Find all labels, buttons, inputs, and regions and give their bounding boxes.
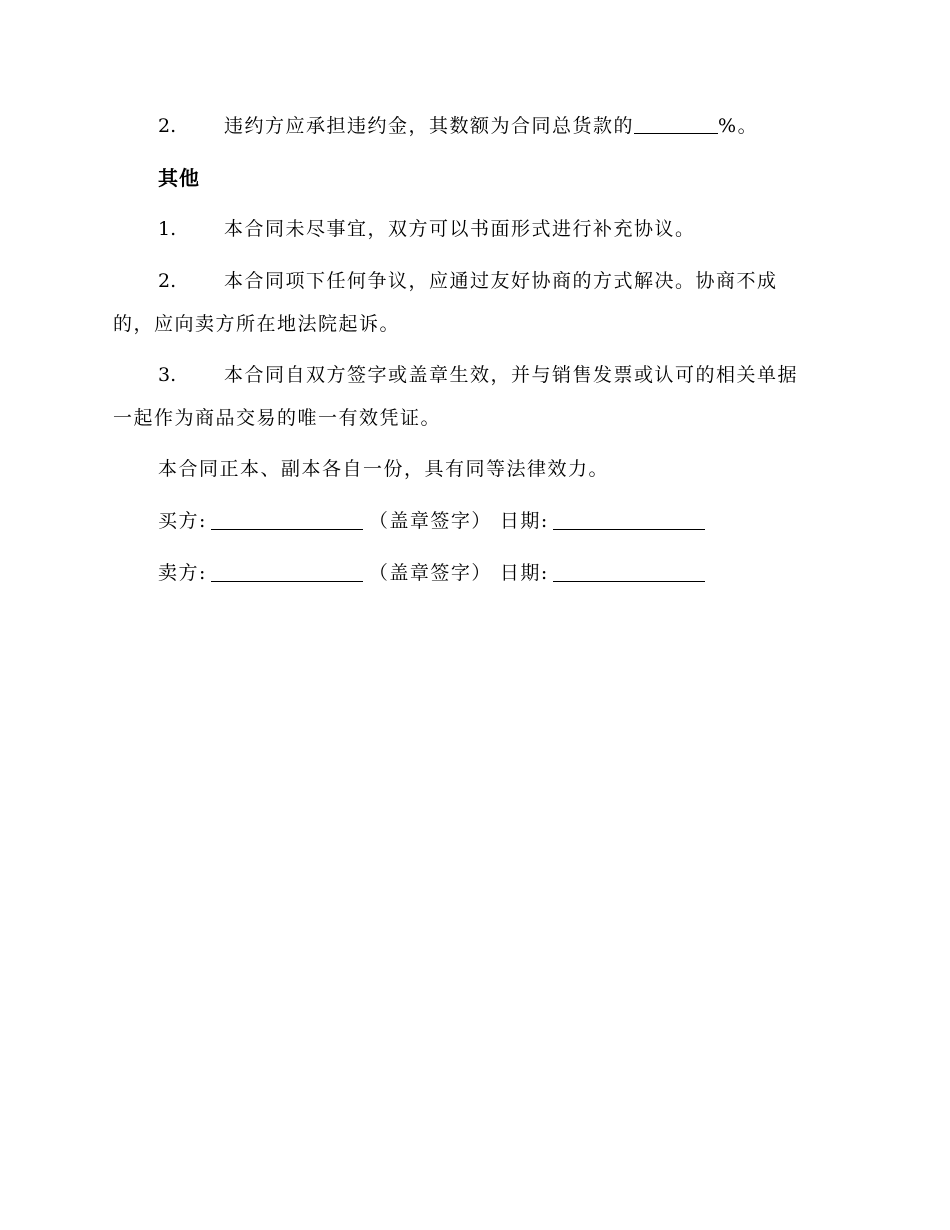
seller-signature-blank[interactable]	[211, 561, 363, 582]
buyer-label: 买方:	[158, 510, 207, 532]
clause-item	[113, 208, 833, 251]
clause-text-suffix: %。	[718, 115, 759, 137]
seller-label: 卖方:	[158, 562, 207, 584]
clause-text-line1: 本合同项下任何争议，应通过友好协商的方式解决。协商不成	[224, 270, 778, 292]
seal-note: （盖章签字）	[368, 562, 492, 584]
clause-number: 2.	[158, 270, 177, 292]
clause-text: 本合同未尽事宜，双方可以书面形式进行补充协议。	[224, 218, 696, 240]
seller-date-blank[interactable]	[553, 561, 705, 582]
clause-text-line2: 的，应向卖方所在地法院起诉。	[113, 313, 401, 335]
clause-item	[113, 260, 833, 346]
buyer-signature-row	[158, 500, 711, 543]
buyer-date-blank[interactable]	[553, 509, 705, 530]
seal-note: （盖章签字）	[368, 510, 492, 532]
copies-statement: 本合同正本、副本各自一份，具有同等法律效力。	[158, 458, 610, 480]
seller-signature-row	[158, 552, 711, 595]
clause-number: 3.	[158, 364, 177, 386]
clause-text-line2: 一起作为商品交易的唯一有效凭证。	[113, 407, 442, 429]
clause-number: 1.	[158, 218, 177, 240]
penalty-clause	[113, 105, 833, 148]
percentage-blank	[634, 113, 718, 134]
clause-item	[113, 354, 833, 440]
date-label: 日期:	[499, 562, 549, 584]
clause-text: 违约方应承担违约金，其数额为合同总货款的	[224, 115, 635, 137]
date-label: 日期:	[499, 510, 549, 532]
clause-text-line1: 本合同自双方签字或盖章生效，并与销售发票或认可的相关单据	[224, 364, 799, 386]
buyer-signature-blank[interactable]	[211, 509, 363, 530]
clause-number: 2.	[158, 115, 177, 137]
section-heading: 其他	[158, 166, 200, 190]
